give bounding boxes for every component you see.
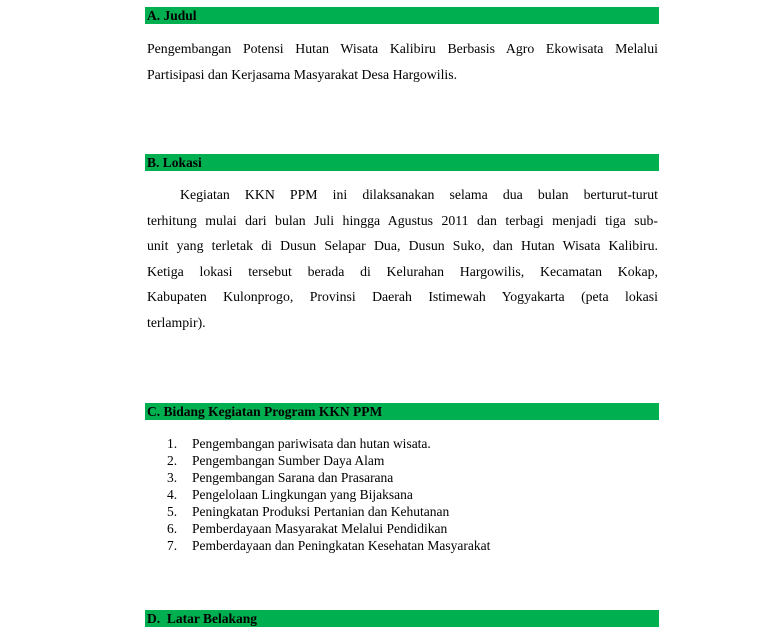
list-text: Pengembangan Sarana dan Prasarana: [192, 470, 394, 485]
heading-bidang-kegiatan: C. Bidang Kegiatan Program KKN PPM: [145, 403, 659, 420]
activity-list: [147, 435, 658, 554]
list-text: Pemberdayaan dan Peningkatan Kesehatan Masyarakat: [192, 538, 491, 553]
list-number: 2.: [167, 453, 178, 468]
list-item: [147, 503, 658, 520]
list-number: 5.: [167, 504, 178, 519]
paragraph-line: terlampir).: [147, 314, 206, 330]
list-number: 6.: [167, 521, 178, 536]
paragraph-line: Kegiatan KKN PPM ini dilaksanakan selama dua bulan berturut-turut: [180, 187, 658, 202]
list-item: [147, 486, 658, 503]
list-number: 4.: [167, 487, 178, 502]
paragraph-line: terhitung mulai dari bulan Juli hingga Agustus 2011 dan terbagi menjadi tiga sub-: [147, 212, 658, 228]
paragraph-judul: [147, 36, 658, 87]
list-text: Peningkatan Produksi Pertanian dan Kehutanan: [192, 504, 450, 519]
list-number: 3.: [167, 470, 178, 485]
heading-lokasi: B. Lokasi: [145, 154, 659, 171]
list-item: [147, 452, 658, 469]
list-text: Pengembangan Sumber Daya Alam: [192, 453, 385, 468]
paragraph-line: Kabupaten Kulonprogo, Provinsi Daerah Istimewah Yogyakarta (peta lokasi: [147, 289, 658, 304]
paragraph-line: unit yang terletak di Dusun Selapar Dua, Dusun Suko, dan Hutan Wisata Kalibiru.: [147, 238, 658, 253]
list-text: Pemberdayaan Masyarakat Melalui Pendidikan: [192, 521, 448, 536]
list-number: 7.: [167, 538, 178, 553]
paragraph-line: Partisipasi dan Kerjasama Masyarakat Desa Hargowilis.: [147, 66, 458, 82]
heading-judul: A. Judul: [145, 7, 659, 24]
list-item: [147, 520, 658, 537]
list-text: Pengelolaan Lingkungan yang Bijaksana: [192, 487, 413, 502]
paragraph-lokasi: [147, 182, 658, 335]
list-text: Pengembangan pariwisata dan hutan wisata.: [192, 436, 431, 451]
list-number: 1.: [167, 436, 178, 451]
heading-latar-belakang: D. Latar Belakang: [145, 610, 659, 627]
paragraph-line: Ketiga lokasi tersebut berada di Kelurahan Hargowilis, Kecamatan Kokap,: [147, 263, 658, 279]
list-item: [147, 469, 658, 486]
paragraph-line: Pengembangan Potensi Hutan Wisata Kalibiru Berbasis Agro Ekowisata Melalui: [147, 41, 658, 56]
list-item: [147, 537, 658, 554]
list-item: [147, 435, 658, 452]
